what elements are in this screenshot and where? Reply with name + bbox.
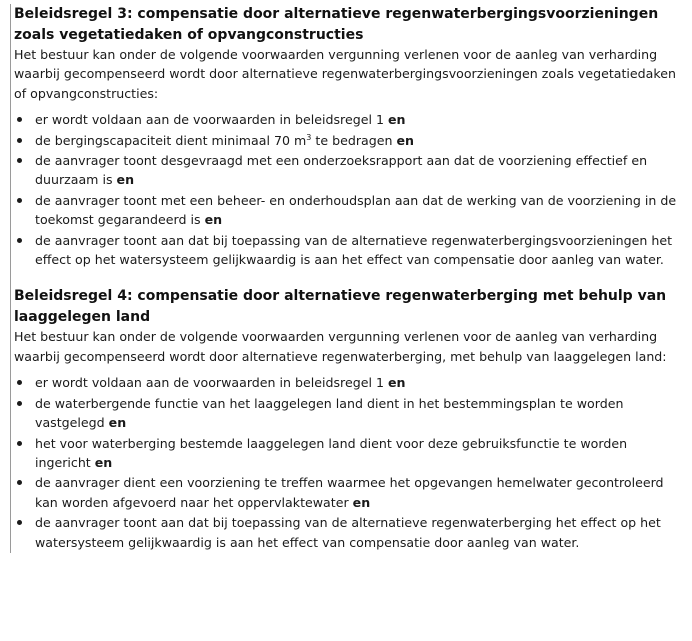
list-item-conjunction: en [116, 172, 135, 188]
list-item [14, 513, 686, 552]
section-beleidsregel-4 [14, 286, 686, 551]
bullet-icon [17, 158, 22, 163]
list-item-text: de aanvrager toont aan dat bij toepassing van de alternatieve regenwaterbergingsvoorzieningen het effect op het watersysteem gelijkwaardig is aan het effect van compensatie door aanleg van water. [35, 232, 673, 268]
list-item-text: er wordt voldaan aan de voorwaarden in beleidsregel 1 [35, 375, 384, 391]
list-item [14, 231, 686, 270]
list-item-text: de aanvrager toont desgevraagd met een onderzoeksrapport aan dat de voorziening effectief en duurzaam is [35, 153, 648, 188]
list-item-text: het voor waterberging bestemde laaggelegen land dient voor deze gebruiksfunctie te worden ingericht [35, 435, 628, 470]
bullet-icon [17, 138, 22, 143]
document-page [10, 4, 686, 553]
list-item [14, 473, 686, 512]
list-item [14, 191, 686, 230]
bullet-icon [17, 401, 22, 406]
bullet-icon [17, 198, 22, 203]
list-item-conjunction: en [387, 112, 406, 128]
bullet-icon [17, 380, 22, 385]
bullet-icon [17, 480, 22, 485]
list-item-text: de waterbergende functie van het laaggelegen land dient in het bestemmingsplan te worden vastgelegd [35, 395, 624, 431]
section-intro: Het bestuur kan onder de volgende voorwaarden vergunning verlenen voor de aanleg van verharding waarbij gecompenseerd wordt door alternatieve regenwaterberging, met behulp van laaggelegen land: [14, 329, 667, 364]
list-item-conjunction: en [108, 415, 127, 431]
list-item-text-after: te bedragen [311, 132, 393, 148]
list-item [14, 394, 686, 433]
conditions-list [14, 373, 686, 552]
bullet-icon [17, 441, 22, 446]
superscript: 3 [306, 132, 312, 142]
list-item-conjunction: en [396, 132, 414, 148]
section-beleidsregel-3 [14, 4, 686, 269]
section-title: Beleidsregel 4: compensatie door alternatieve regenwaterberging met behulp van laaggelegen land [14, 288, 667, 325]
list-item [14, 151, 686, 190]
list-item-text: de aanvrager toont aan dat bij toepassing van de alternatieve regenwaterberging het effect op het watersysteem gelijkwaardig is aan het effect van compensatie door aanleg van water. [35, 515, 661, 550]
list-item [14, 434, 686, 473]
list-item-conjunction: en [352, 494, 371, 510]
list-item-text: de bergingscapaciteit dient minimaal 70 m [35, 132, 307, 148]
list-item-conjunction: en [94, 454, 113, 470]
list-item [14, 131, 686, 150]
conditions-list [14, 110, 686, 269]
list-item-text: de aanvrager toont met een beheer- en onderhoudsplan aan dat de werking van de voorziening in de toekomst gegarandeerd is [35, 192, 677, 228]
section-title: Beleidsregel 3: compensatie door alternatieve regenwaterbergingsvoorzieningen zoals vegetatiedaken of opvangconstructies [14, 6, 659, 43]
section-intro: Het bestuur kan onder de volgende voorwaarden vergunning verlenen voor de aanleg van verharding waarbij gecompenseerd wordt door alternatieve regenwaterbergingsvoorzieningen zoals vegetatiedaken of opvangconstructies: [14, 47, 676, 101]
list-item-conjunction: en [204, 212, 223, 228]
list-item-text: er wordt voldaan aan de voorwaarden in beleidsregel 1 [35, 112, 384, 128]
bullet-icon [17, 520, 22, 525]
list-item [14, 110, 686, 129]
list-item-text: de aanvrager dient een voorziening te treffen waarmee het opgevangen hemelwater gecontroleerd kan worden afgevoerd naar het oppervlaktewater [35, 475, 664, 510]
list-item-conjunction: en [387, 375, 406, 391]
bullet-icon [17, 238, 22, 243]
bullet-icon [17, 117, 22, 122]
list-item [14, 373, 686, 392]
